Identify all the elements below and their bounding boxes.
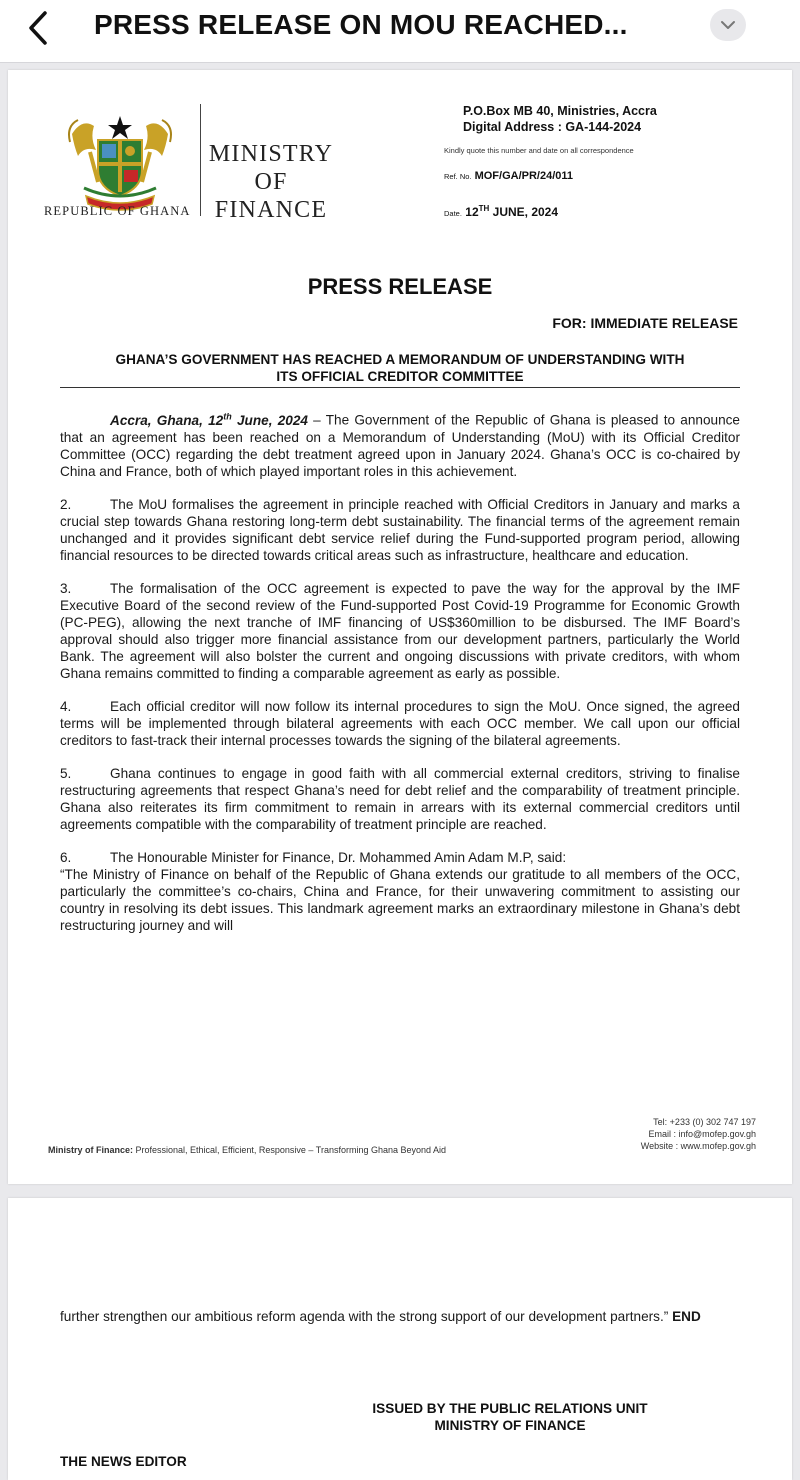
news-editor: THE NEWS EDITOR xyxy=(60,1454,187,1469)
paragraph-3-text: The formalisation of the OCC agreement is expected to pave the way for the approval by the IMF Executive Board of the second review of the Fund-supported Post Covid-19 Programme for Economic Growth (PC-PEG), allowing the next tranche of IMF financing of US$360million to be disbursed. The IMF Board’s approval should also trigger more financial assistance from our development partners, particularly the World Bank. The agreement will also bolster the current and ongoing discussions with private creditors, with whom Ghana remains committed to finding a comparable agreement as early as possible. xyxy=(60,580,740,681)
motto-label: Ministry of Finance: xyxy=(48,1145,134,1155)
minister-quote: “The Ministry of Finance on behalf of the Republic of Ghana extends our gratitude to all members of the OCC, particularly the committee’s co-chairs, China and France, for their unwavering commitment to assisting our country in resolving its debt issues. This landmark agreement marks an extraordinary milestone in Ghana’s debt restructuring journey and will xyxy=(60,866,740,933)
ref-value: MOF/GA/PR/24/011 xyxy=(474,170,574,182)
paragraph-2 xyxy=(60,496,740,564)
footer-website[interactable]: Website : www.mofep.gov.gh xyxy=(640,1141,756,1151)
paragraph-number: 3. xyxy=(60,580,72,596)
back-button[interactable] xyxy=(20,8,56,48)
lead-sup: th xyxy=(223,411,232,421)
lead-place: Accra, Ghana, 12 xyxy=(110,412,224,428)
paragraph-5 xyxy=(60,765,740,833)
motto-text: Professional, Ethical, Efficient, Responsive – Transforming Ghana Beyond Aid xyxy=(133,1145,447,1155)
ministry-line-3: FINANCE xyxy=(214,197,328,223)
footer-email[interactable]: Email : info@mofep.gov.gh xyxy=(648,1129,756,1139)
end-marker: END xyxy=(672,1309,701,1324)
quote-continuation: further strengthen our ambitious reform agenda with the strong support of our development partners.” xyxy=(60,1309,673,1324)
headline-line-1: GHANA’S GOVERNMENT HAS REACHED A MEMORANDUM OF UNDERSTANDING WITH xyxy=(115,352,685,367)
paragraph-4-text: Each official creditor will now follow its internal procedures to sign the MoU. Once signed, the agreed terms will be implemented through bilateral agreements with each OCC member. We call upon our official creditors to fast-track their internal processes towards the signing of the bilateral agreements. xyxy=(60,698,740,748)
issued-by xyxy=(340,1400,680,1434)
paragraph-1-text: – The Government of the Republic of Ghana is pleased to announce that an agreement has been reached on a Memorandum of Understanding (MoU) with its Official Creditor Committee (OCC) regarding the debt treatment agreed upon in January 2024. Ghana’s OCC is co-chaired by China and France, both of which played important roles in this achievement. xyxy=(60,412,740,479)
paragraph-1 xyxy=(60,408,740,480)
chevron-down-icon xyxy=(720,20,736,30)
ministry-line-1: MINISTRY xyxy=(208,141,334,167)
paragraph-number: 5. xyxy=(60,765,72,781)
lead-date-rest: June, 2024 xyxy=(231,412,308,428)
footer-contacts xyxy=(568,1116,756,1152)
issued-line-2: MINISTRY OF FINANCE xyxy=(434,1418,586,1433)
date-day: 12 xyxy=(465,205,479,219)
issued-line-1: ISSUED BY THE PUBLIC RELATIONS UNIT xyxy=(372,1401,648,1416)
headline xyxy=(60,351,740,388)
ministry-name xyxy=(204,140,338,224)
letter-date xyxy=(444,204,558,219)
date-label: Date. xyxy=(444,209,462,218)
date-rest: JUNE, 2024 xyxy=(489,205,559,219)
digital-address: Digital Address : GA-144-2024 xyxy=(463,120,642,134)
paragraph-2-text: The MoU formalises the agreement in principle reached with Official Creditors in January and marks a crucial step towards Ghana restoring long-term debt sustainability. The financial terms of the agreement remain unchanged and it provides significant debt service relief during the Fund-supported program period, allowing financial resources to be directed towards critical areas such as infrastructure, healthcare and education. xyxy=(60,496,740,563)
footer-motto xyxy=(48,1145,446,1155)
release-note: FOR: IMMEDIATE RELEASE xyxy=(552,315,738,331)
headline-line-2: ITS OFFICIAL CREDITOR COMMITTEE xyxy=(276,369,524,384)
reference-number xyxy=(444,170,573,182)
document-page-1 xyxy=(8,70,792,1184)
page-2-text xyxy=(60,1308,740,1325)
document-title: PRESS RELEASE xyxy=(307,274,493,299)
ministry-line-2: OF xyxy=(254,169,288,195)
top-bar xyxy=(0,0,800,63)
date-suffix: TH xyxy=(478,204,490,213)
chevron-left-icon xyxy=(26,10,50,46)
paragraph-number: 6. xyxy=(60,849,72,865)
paragraph-3 xyxy=(60,580,740,682)
press-release-body xyxy=(60,408,740,950)
document-page-2 xyxy=(8,1198,792,1480)
coat-of-arms-logo xyxy=(64,112,176,212)
po-box: P.O.Box MB 40, Ministries, Accra xyxy=(463,104,657,118)
paragraph-6-intro: The Honourable Minister for Finance, Dr. Mohammed Amin Adam M.P, said: xyxy=(110,849,567,865)
address-block xyxy=(463,103,693,135)
expand-button[interactable] xyxy=(710,9,746,41)
page-title: PRESS RELEASE ON MOU REACHED... xyxy=(94,9,628,40)
quote-note: Kindly quote this number and date on all correspondence xyxy=(444,146,634,155)
paragraph-number: 4. xyxy=(60,698,72,714)
lead-dateline xyxy=(60,413,308,428)
paragraph-4 xyxy=(60,698,740,749)
letterhead-divider xyxy=(200,104,201,216)
paragraph-5-text: Ghana continues to engage in good faith with all commercial external creditors, striving to finalise restructuring agreements that respect Ghana’s need for debt relief and the comparability of treatment principle. Ghana also reiterates its firm commitment to remain in arrears with its external commercial creditors until agreements compatible with the comparability of treatment principle are reached. xyxy=(60,765,740,832)
paragraph-number: 2. xyxy=(60,496,72,512)
ref-label: Ref. No. xyxy=(444,172,472,181)
footer-tel: Tel: +233 (0) 302 747 197 xyxy=(653,1117,756,1127)
paragraph-6 xyxy=(60,849,740,866)
country-name: REPUBLIC OF GHANA xyxy=(44,204,191,218)
